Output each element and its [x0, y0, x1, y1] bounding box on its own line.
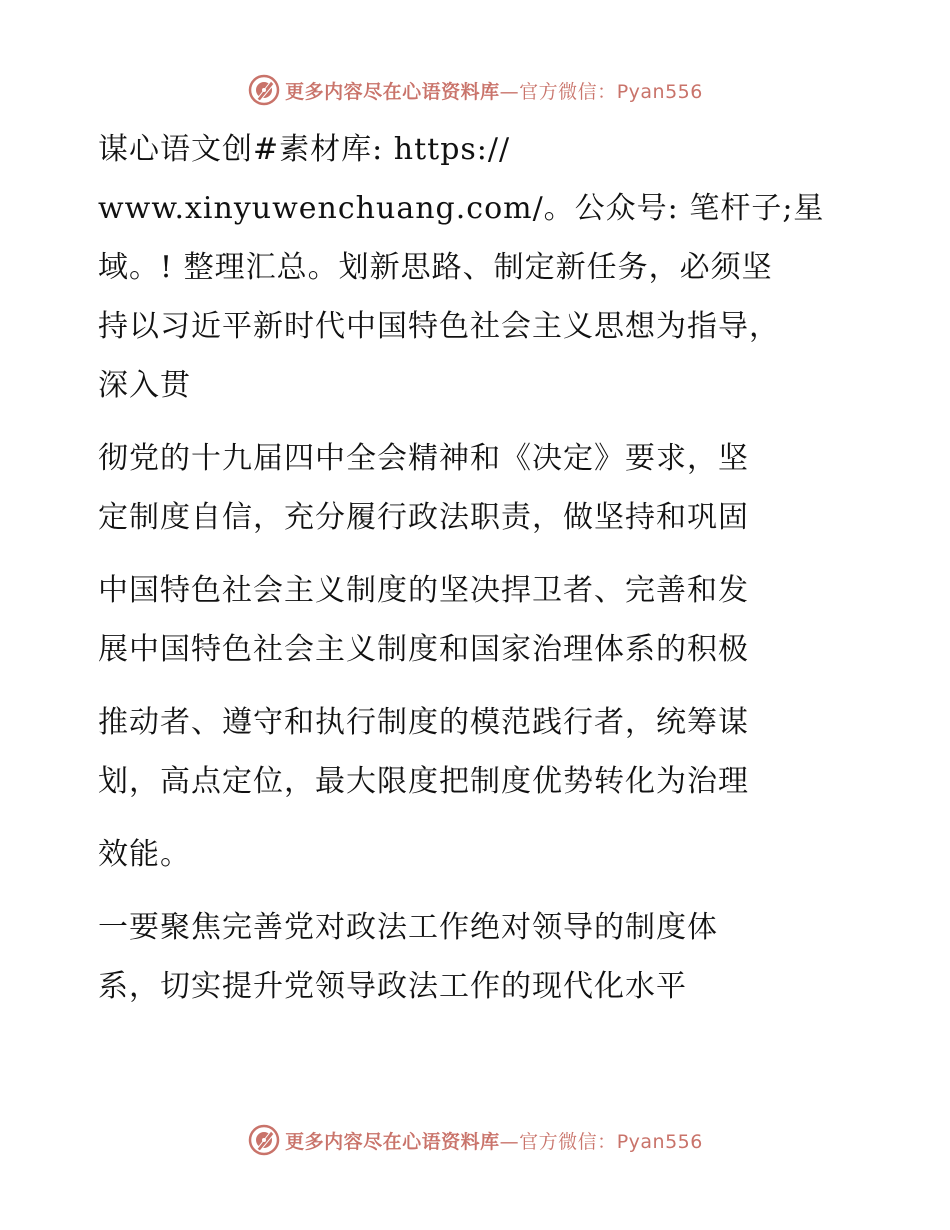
banner-separator: — [499, 1130, 520, 1153]
banner-wechat-label: 官方微信： [519, 1130, 617, 1153]
paragraph-3 [98, 561, 858, 679]
paragraph-4 [98, 693, 858, 811]
text-line: 持以习近平新时代中国特色社会主义思想为指导， [98, 309, 780, 344]
paragraph-gap [98, 415, 858, 429]
footer-banner [0, 1120, 950, 1160]
document-body [98, 120, 858, 1016]
text-line: 一要聚焦完善党对政法工作绝对领导的制度体 [98, 910, 718, 945]
banner-wechat-label: 官方微信： [519, 80, 617, 103]
paragraph-6 [98, 898, 858, 1016]
header-banner [0, 70, 950, 110]
paragraph-gap [98, 811, 858, 825]
paragraph-1 [98, 120, 858, 415]
banner-main-text: 更多内容尽在心语资料库 [285, 1130, 500, 1153]
banner-text [285, 77, 703, 104]
paragraph-gap [98, 679, 858, 693]
text-line: 推动者、遵守和执行制度的模范践行者，统筹谋 [98, 705, 749, 740]
text-line: 定制度自信，充分履行政法职责，做坚持和巩固 [98, 500, 749, 535]
text-line: 深入贯 [98, 368, 191, 403]
banner-text [285, 1127, 703, 1154]
paragraph-gap [98, 884, 858, 898]
text-line: 效能。 [98, 837, 191, 872]
text-line: www.xinyuwenchuang.com/。公众号: 笔杆子;星 [98, 191, 825, 226]
text-line: 展中国特色社会主义制度和国家治理体系的积极 [98, 632, 749, 667]
pen-nib-circle-logo-icon [247, 73, 281, 107]
text-line: 彻党的十九届四中全会精神和《决定》要求，坚 [98, 441, 749, 476]
text-line: 中国特色社会主义制度的坚决捍卫者、完善和发 [98, 573, 749, 608]
banner-main-text: 更多内容尽在心语资料库 [285, 80, 500, 103]
pen-nib-circle-logo-icon [247, 1123, 281, 1157]
banner-separator: — [499, 80, 520, 103]
banner-wechat-id: Pyan556 [616, 80, 703, 103]
paragraph-5 [98, 825, 858, 884]
text-line: 划，高点定位，最大限度把制度优势转化为治理 [98, 764, 749, 799]
paragraph-2 [98, 429, 858, 547]
paragraph-gap [98, 547, 858, 561]
banner-wechat-id: Pyan556 [616, 1130, 703, 1153]
text-line: 系，切实提升党领导政法工作的现代化水平 [98, 969, 687, 1004]
text-line: 谋心语文创#素材库: https:// [98, 132, 511, 167]
text-line: 域。! 整理汇总。划新思路、制定新任务，必须坚 [98, 250, 773, 285]
